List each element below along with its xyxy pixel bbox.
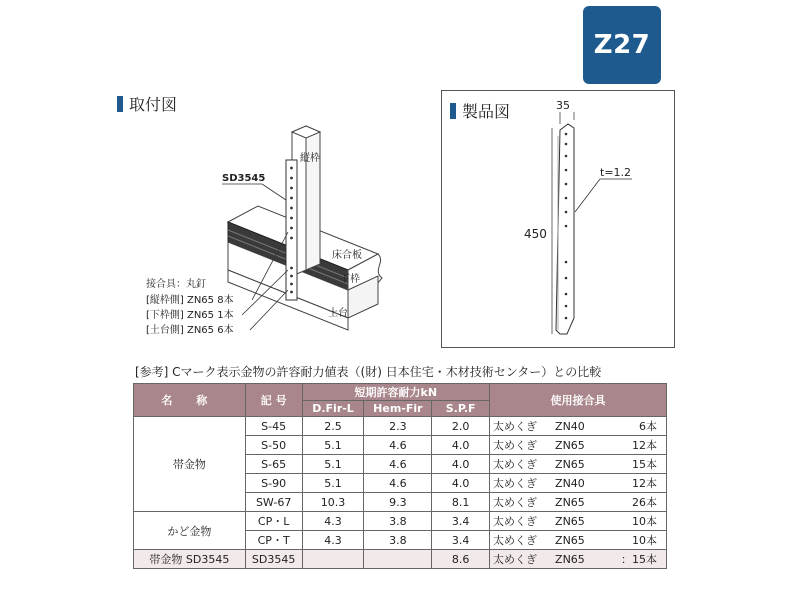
fastener-cell: 太めくぎ ZN65 12本 xyxy=(490,436,667,455)
col-fastener-header: 使用接合具 xyxy=(490,384,667,417)
table-row xyxy=(134,417,667,436)
code-cell: SD3545 xyxy=(245,550,302,569)
code-cell: S-90 xyxy=(245,474,302,493)
table-row xyxy=(134,512,667,531)
spf-cell: 3.4 xyxy=(432,512,490,531)
fastener-cell: 太めくぎ ZN40 12本 xyxy=(490,474,667,493)
fastener-cell: 太めくぎ ZN65 10本 xyxy=(490,512,667,531)
dfir-cell: 4.3 xyxy=(302,512,364,531)
table-header-row xyxy=(134,384,667,401)
col-name-header: 名 称 xyxy=(134,384,246,417)
fastener-cell: 太めくぎ ZN65 10本 xyxy=(490,531,667,550)
width-dimension: 35 xyxy=(556,99,570,112)
hemfir-cell: 4.6 xyxy=(364,474,432,493)
hemfir-cell: 2.3 xyxy=(364,417,432,436)
dfir-cell: 5.1 xyxy=(302,455,364,474)
spf-cell: 4.0 xyxy=(432,455,490,474)
fastener-cell: 太めくぎ ZN40 6本 xyxy=(490,417,667,436)
code-cell: SW-67 xyxy=(245,493,302,512)
product-heading-text: 製品図 xyxy=(462,102,511,121)
hemfir-cell: 4.6 xyxy=(364,455,432,474)
hemfir-cell xyxy=(364,550,432,569)
col-capacity-header: 短期許容耐力kN xyxy=(302,384,489,401)
spf-cell: 4.0 xyxy=(432,436,490,455)
capacity-comparison-table xyxy=(133,383,667,569)
product-drawing xyxy=(520,92,670,342)
hemfir-cell: 3.8 xyxy=(364,512,432,531)
post-label: 縦枠 xyxy=(300,153,320,164)
heading-marker xyxy=(117,96,123,112)
spf-cell: 4.0 xyxy=(432,474,490,493)
spf-cell: 8.1 xyxy=(432,493,490,512)
group-band-cell: 帯金物 xyxy=(134,417,246,512)
fastener-line-sill: [土台側] ZN65 6本 xyxy=(146,325,234,336)
col-spf-header: S.P.F xyxy=(432,401,490,417)
installation-heading-text: 取付図 xyxy=(129,95,178,114)
dfir-cell: 5.1 xyxy=(302,474,364,493)
col-dfir-header: D.Fir-L xyxy=(302,401,364,417)
lower-frame-label: 下枠 xyxy=(340,274,360,285)
sill-label: 土台 xyxy=(328,308,348,319)
spf-cell: 8.6 xyxy=(432,550,490,569)
reference-caption: [参考] Cマーク表示金物の許容耐力値表（(財) 日本住宅・木材技術センター）との比較 xyxy=(135,365,602,379)
floor-board-label: 床合板 xyxy=(332,250,362,261)
fastener-line-post: [縦枠側] ZN65 8本 xyxy=(146,295,234,306)
code-cell: S-50 xyxy=(245,436,302,455)
dfir-cell: 4.3 xyxy=(302,531,364,550)
heading-marker xyxy=(450,103,456,119)
fastener-title: 接合具：丸釘 xyxy=(146,279,206,290)
group-corner-cell: かど金物 xyxy=(134,512,246,550)
fastener-cell: 太めくぎ ZN65 15本 xyxy=(490,455,667,474)
code-cell: CP・T xyxy=(245,531,302,550)
col-hemfir-header: Hem-Fir xyxy=(364,401,432,417)
fastener-line-frame: [下枠側] ZN65 1本 xyxy=(146,310,234,321)
spf-cell: 3.4 xyxy=(432,531,490,550)
spf-cell: 2.0 xyxy=(432,417,490,436)
code-cell: S-65 xyxy=(245,455,302,474)
table-row-sd3545 xyxy=(134,550,667,569)
fastener-cell: 太めくぎ ZN65 ：15本 xyxy=(490,550,667,569)
dfir-cell xyxy=(302,550,364,569)
col-code-header: 記 号 xyxy=(245,384,302,417)
length-dimension: 450 xyxy=(524,227,547,241)
dfir-cell: 5.1 xyxy=(302,436,364,455)
fastener-cell: 太めくぎ ZN65 26本 xyxy=(490,493,667,512)
hemfir-cell: 4.6 xyxy=(364,436,432,455)
strap-model-label: SD3545 xyxy=(222,173,266,184)
hemfir-cell: 3.8 xyxy=(364,531,432,550)
dfir-cell: 2.5 xyxy=(302,417,364,436)
dfir-cell: 10.3 xyxy=(302,493,364,512)
product-heading xyxy=(450,99,510,122)
installation-heading xyxy=(117,92,177,115)
installation-diagram xyxy=(130,115,400,350)
code-cell: CP・L xyxy=(245,512,302,531)
thickness-dimension: t=1.2 xyxy=(600,166,632,179)
hemfir-cell: 9.3 xyxy=(364,493,432,512)
code-cell: S-45 xyxy=(245,417,302,436)
group-sd-cell: 帯金物 SD3545 xyxy=(134,550,246,569)
catalog-code-badge: Z27 xyxy=(583,6,661,84)
